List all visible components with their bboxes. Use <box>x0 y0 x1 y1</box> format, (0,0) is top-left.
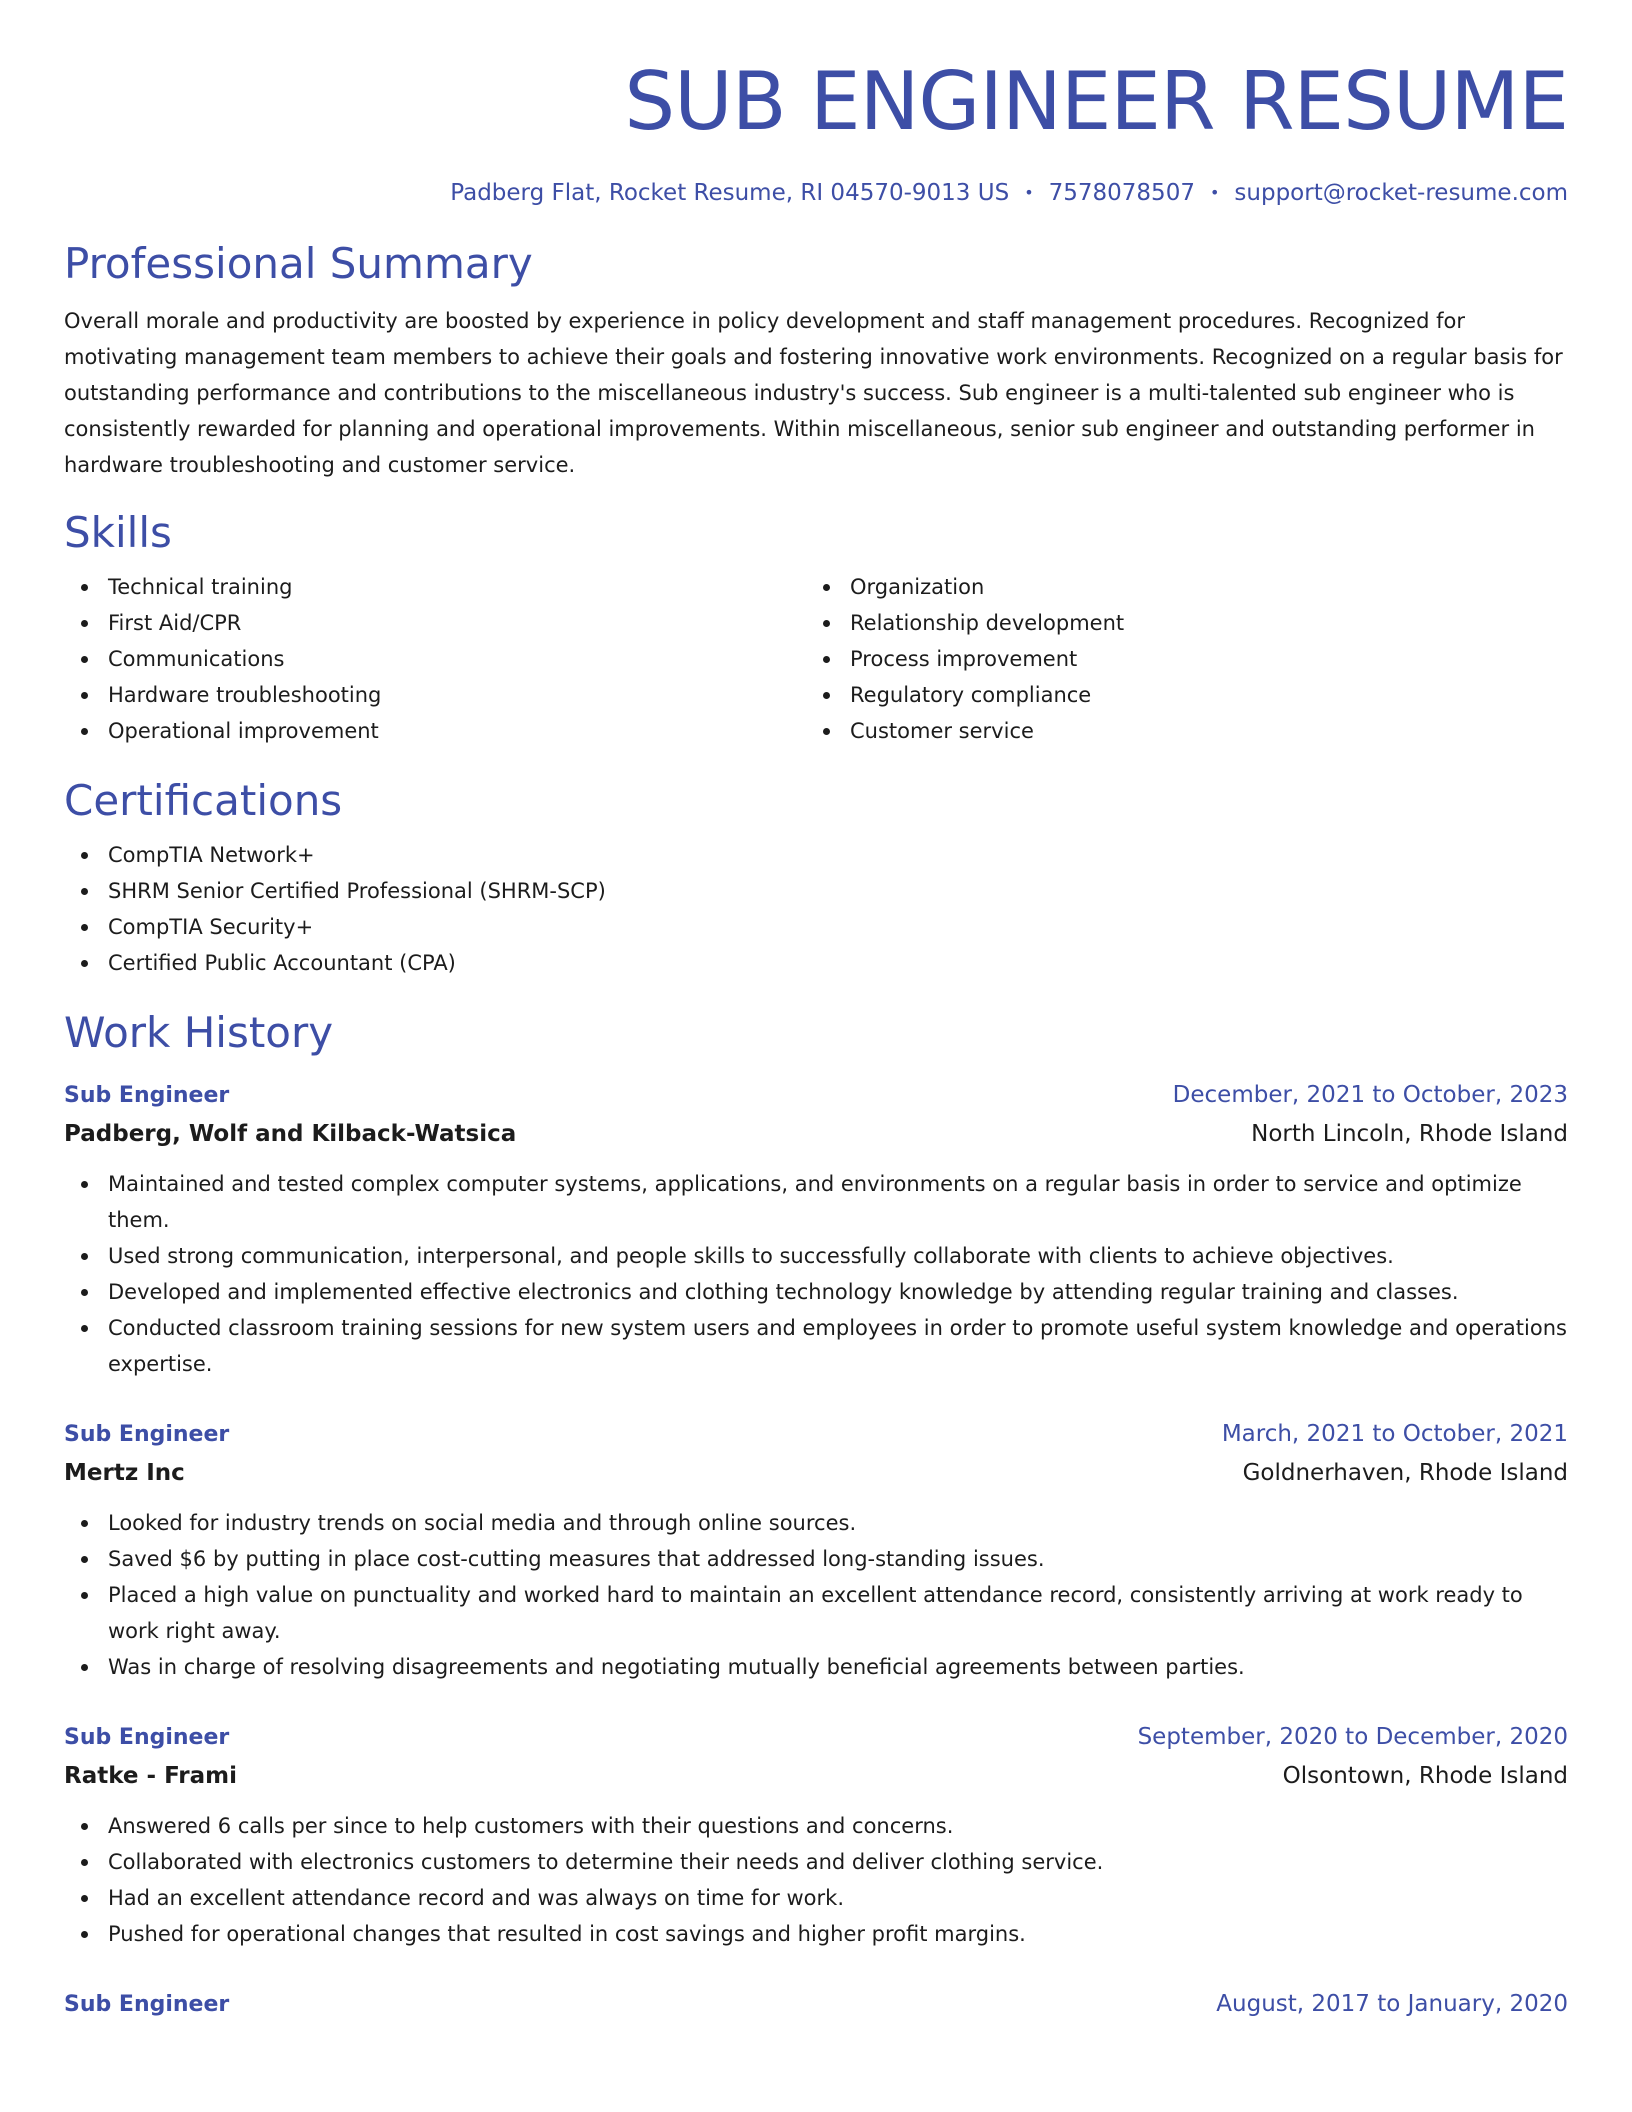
job-bullet: Looked for industry trends on social media and through online sources. <box>64 1505 1568 1541</box>
certification-item: CompTIA Security+ <box>64 909 1568 945</box>
skills-column-right <box>806 569 1548 749</box>
job-bullet: Answered 6 calls per since to help customers with their questions and concerns. <box>64 1808 1568 1844</box>
job-entry <box>64 1077 1568 1382</box>
section-heading-certifications: Certifications <box>64 776 343 825</box>
skill-item: Process improvement <box>806 641 1548 677</box>
skill-item: Relationship development <box>806 605 1548 641</box>
job-title: Sub Engineer <box>64 1992 230 2017</box>
skill-item: First Aid/CPR <box>64 605 806 641</box>
contact-line <box>64 178 1568 208</box>
contact-address: Padberg Flat, Rocket Resume, RI 04570-9013 US <box>450 180 1010 206</box>
job-entry <box>64 1986 1568 2023</box>
skills-grid <box>64 569 1568 749</box>
job-title-row <box>64 1416 1568 1453</box>
job-title-row <box>64 1986 1568 2023</box>
skills-section <box>64 507 1568 749</box>
job-entry <box>64 1416 1568 1685</box>
contact-separator: • <box>1209 183 1220 202</box>
job-bullet-list <box>64 1505 1568 1685</box>
job-dates: August, 2017 to January, 2020 <box>1216 1991 1568 2017</box>
job-company: Padberg, Wolf and Kilback-Watsica <box>64 1121 517 1147</box>
certification-item: CompTIA Network+ <box>64 837 1568 873</box>
job-dates: September, 2020 to December, 2020 <box>1137 1724 1568 1750</box>
job-bullet-list <box>64 1166 1568 1382</box>
skills-column-left <box>64 569 806 749</box>
work-history-section <box>64 1007 1568 2023</box>
job-bullet: Collaborated with electronics customers to determine their needs and deliver clothing service. <box>64 1844 1568 1880</box>
job-bullet: Developed and implemented effective electronics and clothing technology knowledge by attending regular training and classes. <box>64 1274 1568 1310</box>
job-location: Olsontown, Rhode Island <box>1282 1763 1568 1789</box>
resume-title: SUB ENGINEER RESUME <box>624 55 1568 148</box>
job-bullet: Pushed for operational changes that resulted in cost savings and higher profit margins. <box>64 1916 1568 1952</box>
skills-list-left <box>64 569 806 749</box>
job-company: Ratke - Frami <box>64 1763 238 1789</box>
skill-item: Regulatory compliance <box>806 677 1548 713</box>
job-location: North Lincoln, Rhode Island <box>1251 1121 1568 1147</box>
skill-item: Hardware troubleshooting <box>64 677 806 713</box>
job-dates: March, 2021 to October, 2021 <box>1221 1421 1568 1447</box>
job-entry <box>64 1719 1568 1952</box>
contact-email: support@rocket-resume.com <box>1234 180 1568 206</box>
contact-separator: • <box>1024 183 1034 202</box>
job-company-row <box>64 1453 1568 1493</box>
job-title-row <box>64 1719 1568 1756</box>
certifications-section <box>64 775 1568 981</box>
job-bullet: Conducted classroom training sessions for new system users and employees in order to promote useful system knowledge and operations expertise. <box>64 1310 1568 1382</box>
job-bullet: Placed a high value on punctuality and worked hard to maintain an excellent attendance record, consistently arriving at work ready to work right away. <box>64 1577 1568 1649</box>
job-title-row <box>64 1077 1568 1114</box>
section-heading-summary: Professional Summary <box>64 239 533 288</box>
certifications-list <box>64 837 1568 981</box>
job-company-row <box>64 1114 1568 1154</box>
skill-item: Communications <box>64 641 806 677</box>
skills-list-right <box>806 569 1548 749</box>
job-company: Mertz Inc <box>64 1460 185 1486</box>
contact-phone: 7578078507 <box>1048 180 1195 206</box>
job-bullet: Used strong communication, interpersonal, and people skills to successfully collaborate with clients to achieve objectives. <box>64 1238 1568 1274</box>
skill-item: Technical training <box>64 569 806 605</box>
job-bullet-list <box>64 1808 1568 1952</box>
job-title: Sub Engineer <box>64 1725 230 1750</box>
professional-summary-section <box>64 238 1568 483</box>
job-dates: December, 2021 to October, 2023 <box>1172 1082 1568 1108</box>
job-bullet: Had an excellent attendance record and was always on time for work. <box>64 1880 1568 1916</box>
job-title: Sub Engineer <box>64 1422 230 1447</box>
job-bullet: Was in charge of resolving disagreements and negotiating mutually beneficial agreements between parties. <box>64 1649 1568 1685</box>
certification-item: SHRM Senior Certified Professional (SHRM-SCP) <box>64 873 1568 909</box>
job-bullet: Saved $6 by putting in place cost-cutting measures that addressed long-standing issues. <box>64 1541 1568 1577</box>
summary-text: Overall morale and productivity are boosted by experience in policy development and staff management procedures. Recognized for motivating management team members to achieve their goals and fostering innovative work environments. Recognized on a regular basis for outstanding performance and contributions to the miscellaneous industry's success. Sub engineer is a multi-talented sub engineer who is consistently rewarded for planning and operational improvements. Within miscellaneous, senior sub engineer and outstanding performer in hardware troubleshooting and customer service. <box>64 309 1563 477</box>
resume-page <box>64 0 1568 2023</box>
job-location: Goldnerhaven, Rhode Island <box>1242 1460 1568 1486</box>
job-bullet: Maintained and tested complex computer systems, applications, and environments on a regular basis in order to service and optimize them. <box>64 1166 1568 1238</box>
certification-item: Certified Public Accountant (CPA) <box>64 945 1568 981</box>
skill-item: Organization <box>806 569 1548 605</box>
section-heading-work-history: Work History <box>64 1008 334 1057</box>
skill-item: Customer service <box>806 713 1548 749</box>
job-title: Sub Engineer <box>64 1083 230 1108</box>
section-heading-skills: Skills <box>64 508 172 557</box>
skill-item: Operational improvement <box>64 713 806 749</box>
job-company-row <box>64 1756 1568 1796</box>
